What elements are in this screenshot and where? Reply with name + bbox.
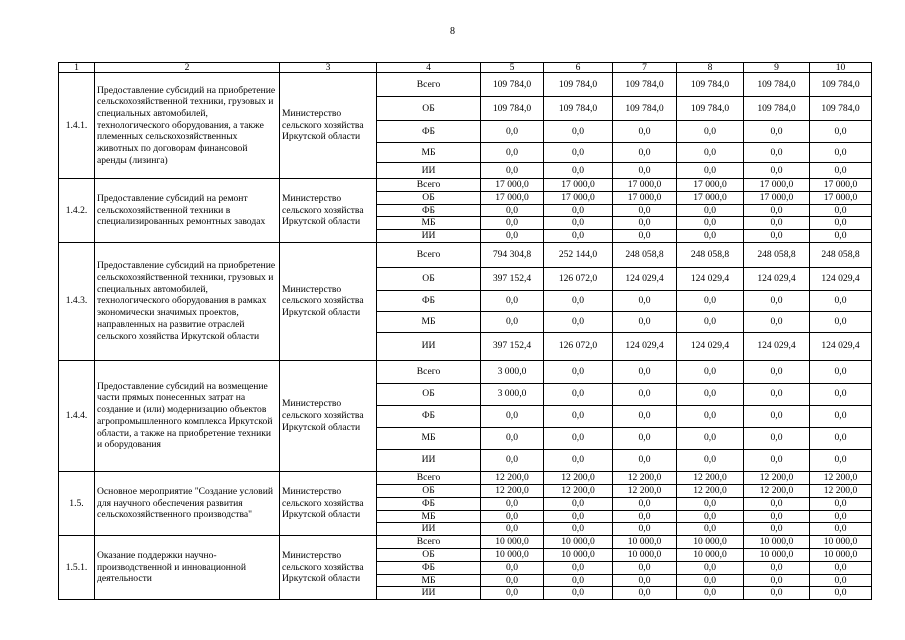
funding-value: 12 200,0	[810, 484, 872, 497]
funding-value: 0,0	[613, 360, 677, 383]
funding-value: 0,0	[810, 290, 872, 311]
funding-value: 0,0	[744, 217, 810, 230]
funding-value: 0,0	[544, 523, 613, 536]
funding-value: 0,0	[544, 587, 613, 600]
funding-value: 0,0	[544, 204, 613, 217]
funding-value: 0,0	[810, 143, 872, 163]
funding-source: МБ	[377, 510, 481, 523]
funding-value: 0,0	[481, 230, 544, 243]
item-executor: Министерство сельского хозяйства Иркутской области	[280, 360, 377, 471]
funding-value: 10 000,0	[744, 535, 810, 548]
column-number: 8	[677, 63, 744, 73]
funding-source: ФБ	[377, 561, 481, 574]
funding-source: ОБ	[377, 191, 481, 204]
funding-source: ИИ	[377, 163, 481, 179]
funding-value: 109 784,0	[677, 97, 744, 121]
funding-value: 0,0	[744, 121, 810, 143]
item-name: Предоставление субсидий на ремонт сельскохозяйственной техники в специализированных ремонтных заводах	[95, 179, 280, 243]
funding-value: 0,0	[677, 561, 744, 574]
funding-source: Всего	[377, 535, 481, 548]
column-number: 4	[377, 63, 481, 73]
item-name: Оказание поддержки научно-производственной и инновационной деятельности	[95, 535, 280, 599]
funding-value: 0,0	[481, 217, 544, 230]
funding-value: 0,0	[544, 427, 613, 449]
funding-value: 109 784,0	[677, 73, 744, 97]
funding-row	[59, 73, 872, 97]
funding-value: 0,0	[810, 497, 872, 510]
funding-source: МБ	[377, 143, 481, 163]
funding-source: МБ	[377, 427, 481, 449]
funding-value: 248 058,8	[613, 242, 677, 267]
funding-value: 0,0	[677, 311, 744, 332]
funding-value: 124 029,4	[810, 267, 872, 290]
funding-source: ИИ	[377, 523, 481, 536]
funding-value: 109 784,0	[544, 97, 613, 121]
funding-value: 0,0	[677, 290, 744, 311]
funding-value: 397 152,4	[481, 332, 544, 360]
funding-value: 17 000,0	[481, 179, 544, 192]
funding-row	[59, 471, 872, 484]
funding-value: 0,0	[544, 217, 613, 230]
column-number: 6	[544, 63, 613, 73]
funding-value: 10 000,0	[544, 535, 613, 548]
funding-source: ОБ	[377, 548, 481, 561]
funding-value: 0,0	[744, 574, 810, 587]
funding-source: ФБ	[377, 405, 481, 427]
item-name: Предоставление субсидий на приобретение сельскохозяйственной техники, грузовых и специальных автомобилей, технологического оборудования в рамках экономически значимых проектов, направленных на развитие отраслей сельского хозяйства Иркутской области	[95, 242, 280, 360]
funding-value: 0,0	[481, 574, 544, 587]
column-number: 5	[481, 63, 544, 73]
item-code: 1.5.	[59, 471, 95, 535]
funding-value: 0,0	[481, 427, 544, 449]
funding-value: 0,0	[613, 121, 677, 143]
funding-value: 0,0	[613, 204, 677, 217]
funding-value: 0,0	[810, 561, 872, 574]
funding-value: 0,0	[481, 587, 544, 600]
funding-value: 0,0	[613, 311, 677, 332]
funding-value: 10 000,0	[810, 535, 872, 548]
funding-value: 0,0	[810, 163, 872, 179]
funding-value: 0,0	[810, 510, 872, 523]
funding-value: 0,0	[677, 510, 744, 523]
funding-value: 0,0	[481, 523, 544, 536]
funding-value: 0,0	[613, 574, 677, 587]
funding-value: 109 784,0	[810, 73, 872, 97]
funding-value: 109 784,0	[613, 97, 677, 121]
funding-value: 0,0	[677, 497, 744, 510]
funding-value: 109 784,0	[810, 97, 872, 121]
funding-value: 17 000,0	[744, 191, 810, 204]
funding-value: 248 058,8	[677, 242, 744, 267]
funding-value: 10 000,0	[481, 535, 544, 548]
funding-source: МБ	[377, 574, 481, 587]
column-number: 1	[59, 63, 95, 73]
funding-value: 10 000,0	[677, 535, 744, 548]
funding-value: 17 000,0	[744, 179, 810, 192]
funding-value: 124 029,4	[677, 267, 744, 290]
funding-value: 109 784,0	[744, 97, 810, 121]
funding-source: ОБ	[377, 484, 481, 497]
funding-value: 10 000,0	[677, 548, 744, 561]
funding-value: 0,0	[481, 561, 544, 574]
funding-value: 0,0	[613, 383, 677, 405]
funding-value: 10 000,0	[613, 548, 677, 561]
funding-value: 12 200,0	[744, 484, 810, 497]
column-number: 9	[744, 63, 810, 73]
funding-value: 0,0	[677, 121, 744, 143]
funding-value: 0,0	[613, 449, 677, 471]
funding-value: 0,0	[613, 561, 677, 574]
funding-value: 252 144,0	[544, 242, 613, 267]
funding-value: 0,0	[810, 217, 872, 230]
funding-value: 0,0	[544, 143, 613, 163]
funding-value: 109 784,0	[744, 73, 810, 97]
funding-value: 10 000,0	[810, 548, 872, 561]
funding-value: 0,0	[481, 204, 544, 217]
funding-value: 0,0	[744, 204, 810, 217]
funding-value: 126 072,0	[544, 267, 613, 290]
item-name: Предоставление субсидий на приобретение сельскохозяйственной техники, грузовых и специальных автомобилей, технологического оборудования, а также племенных сельскохозяйственных животных по договорам финансовой аренды (лизинга)	[95, 73, 280, 179]
funding-value: 17 000,0	[544, 191, 613, 204]
funding-value: 10 000,0	[481, 548, 544, 561]
item-executor: Министерство сельского хозяйства Иркутской области	[280, 242, 377, 360]
funding-value: 17 000,0	[613, 191, 677, 204]
funding-value: 12 200,0	[677, 484, 744, 497]
funding-value: 0,0	[744, 311, 810, 332]
funding-value: 109 784,0	[544, 73, 613, 97]
column-number: 7	[613, 63, 677, 73]
funding-value: 17 000,0	[481, 191, 544, 204]
funding-value: 0,0	[744, 510, 810, 523]
funding-source: ФБ	[377, 121, 481, 143]
funding-value: 0,0	[481, 311, 544, 332]
funding-value: 0,0	[544, 510, 613, 523]
funding-value: 0,0	[677, 230, 744, 243]
funding-value: 0,0	[481, 290, 544, 311]
funding-value: 124 029,4	[613, 332, 677, 360]
funding-value: 0,0	[544, 230, 613, 243]
funding-value: 124 029,4	[744, 267, 810, 290]
funding-value: 0,0	[613, 523, 677, 536]
funding-value: 109 784,0	[481, 73, 544, 97]
funding-value: 0,0	[744, 587, 810, 600]
funding-value: 0,0	[810, 587, 872, 600]
funding-value: 0,0	[481, 497, 544, 510]
funding-value: 0,0	[544, 360, 613, 383]
funding-value: 12 200,0	[613, 484, 677, 497]
funding-value: 0,0	[744, 290, 810, 311]
funding-value: 0,0	[613, 497, 677, 510]
funding-value: 0,0	[810, 204, 872, 217]
funding-value: 12 200,0	[481, 484, 544, 497]
funding-source: ИИ	[377, 587, 481, 600]
page-number: 8	[450, 26, 455, 37]
funding-value: 0,0	[677, 449, 744, 471]
funding-value: 0,0	[544, 383, 613, 405]
funding-value: 248 058,8	[810, 242, 872, 267]
funding-value: 109 784,0	[613, 73, 677, 97]
item-executor: Министерство сельского хозяйства Иркутской области	[280, 471, 377, 535]
funding-value: 124 029,4	[613, 267, 677, 290]
funding-value: 0,0	[481, 163, 544, 179]
funding-value: 0,0	[810, 523, 872, 536]
funding-value: 0,0	[744, 497, 810, 510]
item-code: 1.4.4.	[59, 360, 95, 471]
funding-value: 0,0	[613, 230, 677, 243]
funding-value: 0,0	[810, 449, 872, 471]
column-number: 2	[95, 63, 280, 73]
funding-value: 0,0	[677, 405, 744, 427]
funding-value: 0,0	[677, 427, 744, 449]
funding-value: 0,0	[544, 163, 613, 179]
funding-value: 12 200,0	[544, 471, 613, 484]
funding-value: 0,0	[481, 510, 544, 523]
funding-value: 0,0	[544, 574, 613, 587]
funding-value: 12 200,0	[744, 471, 810, 484]
funding-value: 0,0	[613, 163, 677, 179]
funding-value: 17 000,0	[613, 179, 677, 192]
funding-value: 0,0	[613, 587, 677, 600]
column-number: 3	[280, 63, 377, 73]
funding-value: 10 000,0	[744, 548, 810, 561]
funding-value: 0,0	[677, 204, 744, 217]
funding-value: 17 000,0	[810, 179, 872, 192]
funding-value: 0,0	[744, 449, 810, 471]
funding-source: ОБ	[377, 267, 481, 290]
item-executor: Министерство сельского хозяйства Иркутской области	[280, 73, 377, 179]
funding-value: 0,0	[544, 311, 613, 332]
item-code: 1.4.3.	[59, 242, 95, 360]
funding-value: 12 200,0	[613, 471, 677, 484]
funding-value: 0,0	[810, 383, 872, 405]
funding-row	[59, 360, 872, 383]
funding-row	[59, 535, 872, 548]
funding-source: Всего	[377, 471, 481, 484]
funding-value: 794 304,8	[481, 242, 544, 267]
funding-source: Всего	[377, 242, 481, 267]
funding-value: 109 784,0	[481, 97, 544, 121]
funding-source: ФБ	[377, 497, 481, 510]
funding-value: 124 029,4	[810, 332, 872, 360]
funding-source: ФБ	[377, 290, 481, 311]
funding-value: 3 000,0	[481, 383, 544, 405]
funding-value: 0,0	[613, 217, 677, 230]
funding-value: 0,0	[744, 561, 810, 574]
funding-value: 0,0	[481, 121, 544, 143]
funding-value: 0,0	[677, 360, 744, 383]
funding-value: 248 058,8	[744, 242, 810, 267]
funding-value: 12 200,0	[481, 471, 544, 484]
funding-value: 0,0	[744, 523, 810, 536]
funding-value: 0,0	[613, 427, 677, 449]
funding-value: 0,0	[677, 523, 744, 536]
funding-value: 0,0	[481, 143, 544, 163]
funding-value: 17 000,0	[544, 179, 613, 192]
funding-source: МБ	[377, 311, 481, 332]
funding-row	[59, 179, 872, 192]
funding-value: 0,0	[810, 311, 872, 332]
funding-value: 17 000,0	[677, 191, 744, 204]
funding-value: 0,0	[481, 405, 544, 427]
funding-value: 0,0	[613, 510, 677, 523]
funding-value: 126 072,0	[544, 332, 613, 360]
funding-value: 0,0	[677, 143, 744, 163]
funding-value: 17 000,0	[677, 179, 744, 192]
funding-value: 0,0	[544, 449, 613, 471]
funding-value: 12 200,0	[810, 471, 872, 484]
funding-source: ИИ	[377, 449, 481, 471]
funding-value: 397 152,4	[481, 267, 544, 290]
funding-value: 0,0	[810, 574, 872, 587]
funding-source: ОБ	[377, 97, 481, 121]
item-name: Предоставление субсидий на возмещение части прямых понесенных затрат на создание и (или) модернизацию объектов агропромышленного комплекса Иркутской области, а также на приобретение техники и оборудования	[95, 360, 280, 471]
funding-value: 0,0	[810, 427, 872, 449]
funding-source: ОБ	[377, 383, 481, 405]
funding-value: 0,0	[544, 121, 613, 143]
item-code: 1.4.2.	[59, 179, 95, 243]
funding-value: 0,0	[677, 574, 744, 587]
funding-source: Всего	[377, 179, 481, 192]
funding-value: 0,0	[613, 290, 677, 311]
funding-source: Всего	[377, 73, 481, 97]
column-number: 10	[810, 63, 872, 73]
funding-value: 0,0	[744, 405, 810, 427]
item-code: 1.4.1.	[59, 73, 95, 179]
funding-value: 10 000,0	[613, 535, 677, 548]
funding-value: 0,0	[613, 405, 677, 427]
funding-value: 124 029,4	[677, 332, 744, 360]
funding-source: ИИ	[377, 332, 481, 360]
funding-source: ИИ	[377, 230, 481, 243]
funding-value: 0,0	[810, 230, 872, 243]
funding-value: 0,0	[744, 383, 810, 405]
item-code: 1.5.1.	[59, 535, 95, 599]
funding-value: 0,0	[744, 427, 810, 449]
funding-value: 17 000,0	[810, 191, 872, 204]
funding-value: 124 029,4	[744, 332, 810, 360]
funding-value: 0,0	[677, 383, 744, 405]
funding-value: 12 200,0	[677, 471, 744, 484]
funding-source: ФБ	[377, 204, 481, 217]
funding-value: 12 200,0	[544, 484, 613, 497]
funding-value: 0,0	[744, 230, 810, 243]
funding-value: 10 000,0	[544, 548, 613, 561]
program-funding-table	[58, 62, 872, 600]
funding-value: 3 000,0	[481, 360, 544, 383]
funding-value: 0,0	[613, 143, 677, 163]
funding-value: 0,0	[544, 290, 613, 311]
funding-value: 0,0	[744, 163, 810, 179]
funding-value: 0,0	[810, 121, 872, 143]
item-executor: Министерство сельского хозяйства Иркутской области	[280, 179, 377, 243]
funding-value: 0,0	[677, 587, 744, 600]
funding-value: 0,0	[544, 561, 613, 574]
column-number-row	[59, 63, 872, 73]
funding-value: 0,0	[677, 163, 744, 179]
funding-source: МБ	[377, 217, 481, 230]
item-name: Основное мероприятие "Создание условий для научного обеспечения развития сельскохозяйственного производства"	[95, 471, 280, 535]
funding-value: 0,0	[481, 449, 544, 471]
funding-source: Всего	[377, 360, 481, 383]
funding-value: 0,0	[744, 360, 810, 383]
item-executor: Министерство сельского хозяйства Иркутской области	[280, 535, 377, 599]
funding-row	[59, 242, 872, 267]
funding-value: 0,0	[544, 405, 613, 427]
funding-value: 0,0	[744, 143, 810, 163]
funding-value: 0,0	[810, 405, 872, 427]
funding-value: 0,0	[544, 497, 613, 510]
funding-value: 0,0	[810, 360, 872, 383]
funding-value: 0,0	[677, 217, 744, 230]
